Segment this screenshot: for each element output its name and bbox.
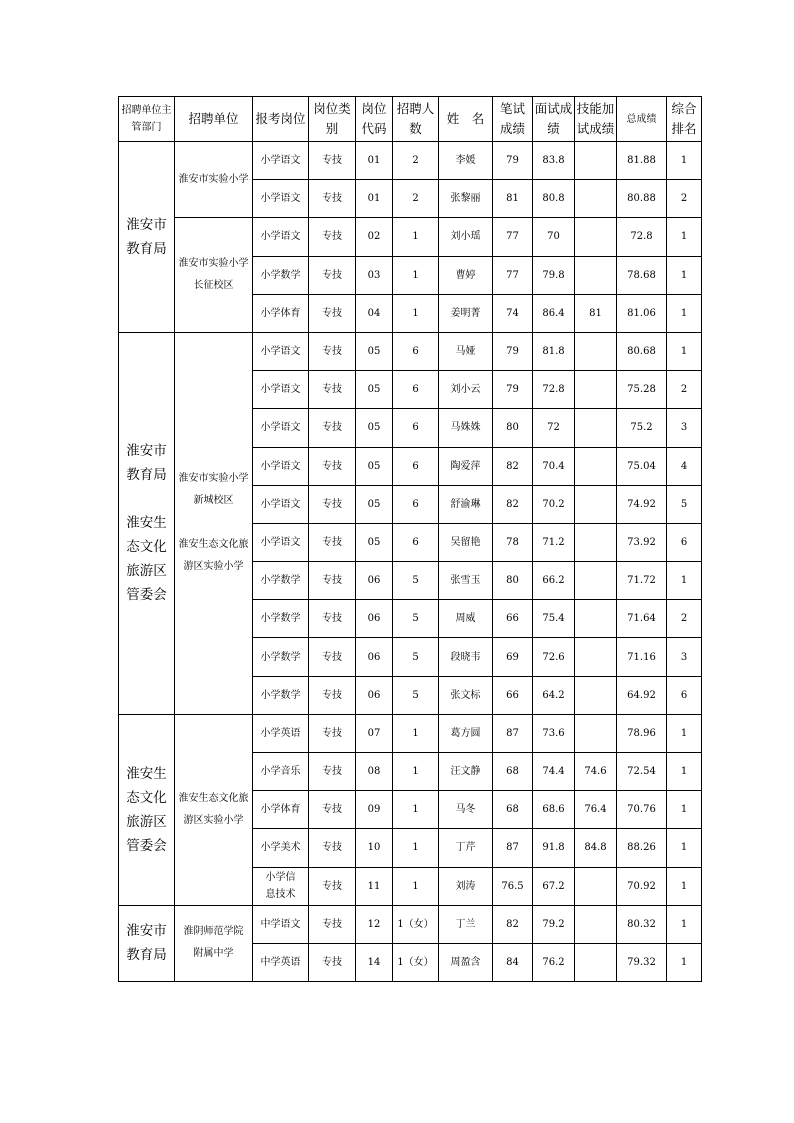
count-cell: 5 — [393, 676, 439, 714]
written-cell: 78 — [493, 523, 533, 561]
code-cell: 06 — [356, 676, 393, 714]
total-cell: 79.32 — [617, 943, 667, 981]
count-cell: 6 — [393, 523, 439, 561]
code-cell: 06 — [356, 600, 393, 638]
header-row — [119, 97, 702, 142]
name-cell: 舒渝琳 — [439, 485, 493, 523]
skill-cell — [575, 332, 617, 370]
interview-cell: 66.2 — [533, 562, 575, 600]
table-row — [119, 332, 702, 370]
table-header — [119, 97, 702, 142]
interview-cell: 74.4 — [533, 753, 575, 791]
name-cell: 周威 — [439, 600, 493, 638]
interview-cell: 72.8 — [533, 371, 575, 409]
rank-cell: 3 — [667, 409, 702, 447]
code-cell: 11 — [356, 867, 393, 905]
skill-cell — [575, 943, 617, 981]
total-cell: 70.76 — [617, 791, 667, 829]
post-cell: 小学语文 — [253, 409, 309, 447]
total-cell: 75.04 — [617, 447, 667, 485]
header-category: 岗位类别 — [309, 97, 356, 142]
skill-cell — [575, 562, 617, 600]
skill-cell — [575, 447, 617, 485]
unit-line: 附属中学 — [193, 948, 234, 960]
rank-cell: 1 — [667, 753, 702, 791]
count-cell: 5 — [393, 638, 439, 676]
name-cell: 刘涛 — [439, 867, 493, 905]
interview-cell: 75.4 — [533, 600, 575, 638]
table-row — [119, 218, 702, 256]
post-cell: 小学美术 — [253, 829, 309, 867]
category-cell: 专技 — [309, 905, 356, 943]
count-cell: 2 — [393, 142, 439, 180]
header-rank: 综合排名 — [667, 97, 702, 142]
interview-cell: 70.4 — [533, 447, 575, 485]
count-cell: 1 — [393, 829, 439, 867]
post-cell: 小学语文 — [253, 485, 309, 523]
header-interview: 面试成绩 — [533, 97, 575, 142]
interview-cell: 83.8 — [533, 142, 575, 180]
unit-line: 游区实验小学 — [183, 814, 244, 826]
unit-line: 长征校区 — [193, 280, 234, 292]
rank-cell: 2 — [667, 180, 702, 218]
post-cell: 小学语文 — [253, 332, 309, 370]
interview-cell: 71.2 — [533, 523, 575, 561]
table-row — [119, 905, 702, 943]
count-cell: 6 — [393, 485, 439, 523]
header-count: 招聘人数 — [393, 97, 439, 142]
skill-cell: 81 — [575, 294, 617, 332]
header-unit: 招聘单位 — [175, 97, 253, 142]
code-cell: 05 — [356, 371, 393, 409]
name-cell: 刘小云 — [439, 371, 493, 409]
interview-cell: 79.8 — [533, 256, 575, 294]
post-cell: 小学数学 — [253, 676, 309, 714]
skill-cell — [575, 142, 617, 180]
written-cell: 79 — [493, 332, 533, 370]
skill-cell — [575, 371, 617, 409]
unit-line: 淮安市实验小学 — [178, 173, 249, 185]
code-cell: 03 — [356, 256, 393, 294]
category-cell: 专技 — [309, 332, 356, 370]
code-cell: 12 — [356, 905, 393, 943]
skill-cell — [575, 256, 617, 294]
name-cell: 汪文静 — [439, 753, 493, 791]
name-cell: 丁芹 — [439, 829, 493, 867]
count-cell: 5 — [393, 562, 439, 600]
skill-cell — [575, 523, 617, 561]
interview-cell: 70.2 — [533, 485, 575, 523]
unit-cell — [175, 332, 253, 714]
written-cell: 84 — [493, 943, 533, 981]
written-cell: 80 — [493, 562, 533, 600]
rank-cell: 4 — [667, 447, 702, 485]
skill-cell — [575, 485, 617, 523]
unit-cell — [175, 714, 253, 905]
dept-line: 教育局 — [126, 947, 167, 964]
dept-cell — [119, 714, 175, 905]
total-cell: 72.54 — [617, 753, 667, 791]
written-cell: 77 — [493, 256, 533, 294]
dept-line: 旅游区 — [126, 813, 167, 830]
code-cell: 08 — [356, 753, 393, 791]
name-cell: 曹婷 — [439, 256, 493, 294]
category-cell: 专技 — [309, 676, 356, 714]
post-cell: 小学英语 — [253, 714, 309, 752]
dept-line: 淮安市 — [126, 443, 167, 460]
dept-line: 教育局 — [126, 240, 167, 257]
category-cell: 专技 — [309, 600, 356, 638]
table-row — [119, 714, 702, 752]
dept-line: 旅游区 — [126, 563, 167, 580]
dept-line: 管委会 — [126, 587, 167, 604]
count-cell: 1 — [393, 294, 439, 332]
category-cell: 专技 — [309, 409, 356, 447]
header-dept: 招聘单位主管部门 — [119, 97, 175, 142]
code-cell: 02 — [356, 218, 393, 256]
name-cell: 周盈含 — [439, 943, 493, 981]
skill-cell — [575, 676, 617, 714]
header-name: 姓 名 — [439, 97, 493, 142]
post-cell: 小学语文 — [253, 142, 309, 180]
interview-cell: 91.8 — [533, 829, 575, 867]
interview-cell: 81.8 — [533, 332, 575, 370]
rank-cell: 1 — [667, 829, 702, 867]
written-cell: 87 — [493, 829, 533, 867]
category-cell: 专技 — [309, 142, 356, 180]
rank-cell: 1 — [667, 867, 702, 905]
name-cell: 陶爱萍 — [439, 447, 493, 485]
total-cell: 71.64 — [617, 600, 667, 638]
rank-cell: 3 — [667, 638, 702, 676]
written-cell: 77 — [493, 218, 533, 256]
post-cell: 小学语文 — [253, 523, 309, 561]
code-cell: 01 — [356, 180, 393, 218]
total-cell: 81.88 — [617, 142, 667, 180]
post-cell: 小学数学 — [253, 600, 309, 638]
unit-line: 淮安市实验小学 — [178, 258, 249, 270]
name-cell: 吴留艳 — [439, 523, 493, 561]
interview-cell: 76.2 — [533, 943, 575, 981]
skill-cell — [575, 409, 617, 447]
total-cell: 88.26 — [617, 829, 667, 867]
category-cell: 专技 — [309, 294, 356, 332]
skill-cell — [575, 180, 617, 218]
code-cell: 05 — [356, 409, 393, 447]
header-total: 总成绩 — [617, 97, 667, 142]
rank-cell: 2 — [667, 371, 702, 409]
dept-cell — [119, 905, 175, 981]
total-cell: 78.96 — [617, 714, 667, 752]
category-cell: 专技 — [309, 523, 356, 561]
table-row — [119, 142, 702, 180]
count-cell: 1 — [393, 791, 439, 829]
unit-cell — [175, 142, 253, 218]
dept-line: 教育局 — [126, 467, 167, 484]
count-cell: 6 — [393, 409, 439, 447]
name-cell: 刘小瑶 — [439, 218, 493, 256]
rank-cell: 1 — [667, 905, 702, 943]
category-cell: 专技 — [309, 943, 356, 981]
skill-cell — [575, 905, 617, 943]
post-cell: 小学体育 — [253, 791, 309, 829]
post-cell: 小学语文 — [253, 447, 309, 485]
written-cell: 79 — [493, 142, 533, 180]
skill-cell — [575, 867, 617, 905]
unit-line: 新城校区 — [193, 495, 234, 507]
recruitment-results-table — [118, 96, 702, 982]
header-skill: 技能加试成绩 — [575, 97, 617, 142]
code-cell: 05 — [356, 523, 393, 561]
count-cell: 1 — [393, 256, 439, 294]
dept-line: 态文化 — [126, 539, 167, 556]
header-written: 笔试成绩 — [493, 97, 533, 142]
dept-line: 管委会 — [126, 837, 167, 854]
code-cell: 06 — [356, 638, 393, 676]
post-cell: 小学音乐 — [253, 753, 309, 791]
written-cell: 87 — [493, 714, 533, 752]
dept-cell — [119, 332, 175, 714]
total-cell: 80.68 — [617, 332, 667, 370]
post-cell: 小学语文 — [253, 218, 309, 256]
category-cell: 专技 — [309, 714, 356, 752]
rank-cell: 5 — [667, 485, 702, 523]
written-cell: 82 — [493, 447, 533, 485]
post-cell: 中学语文 — [253, 905, 309, 943]
total-cell: 72.8 — [617, 218, 667, 256]
category-cell: 专技 — [309, 753, 356, 791]
count-cell: 6 — [393, 332, 439, 370]
skill-cell: 76.4 — [575, 791, 617, 829]
rank-cell: 1 — [667, 791, 702, 829]
interview-cell: 67.2 — [533, 867, 575, 905]
count-cell: 1（女） — [393, 943, 439, 981]
written-cell: 81 — [493, 180, 533, 218]
unit-line: 淮阴师范学院 — [183, 926, 244, 938]
count-cell: 1 — [393, 753, 439, 791]
category-cell: 专技 — [309, 180, 356, 218]
skill-cell — [575, 600, 617, 638]
post-cell: 小学数学 — [253, 562, 309, 600]
code-cell: 14 — [356, 943, 393, 981]
interview-cell: 73.6 — [533, 714, 575, 752]
rank-cell: 1 — [667, 714, 702, 752]
total-cell: 75.28 — [617, 371, 667, 409]
written-cell: 82 — [493, 485, 533, 523]
dept-line: 淮安市 — [126, 923, 167, 940]
category-cell: 专技 — [309, 256, 356, 294]
total-cell: 70.92 — [617, 867, 667, 905]
post-cell: 小学语文 — [253, 371, 309, 409]
rank-cell: 1 — [667, 943, 702, 981]
dept-line: 淮安市 — [126, 216, 167, 233]
post-cell: 中学英语 — [253, 943, 309, 981]
name-cell: 马娅 — [439, 332, 493, 370]
count-cell: 1 — [393, 218, 439, 256]
category-cell: 专技 — [309, 791, 356, 829]
total-cell: 81.06 — [617, 294, 667, 332]
rank-cell: 1 — [667, 256, 702, 294]
name-cell: 马冬 — [439, 791, 493, 829]
rank-cell: 2 — [667, 600, 702, 638]
code-cell: 05 — [356, 447, 393, 485]
skill-cell — [575, 218, 617, 256]
interview-cell: 79.2 — [533, 905, 575, 943]
category-cell: 专技 — [309, 485, 356, 523]
code-cell: 09 — [356, 791, 393, 829]
name-cell: 马姝姝 — [439, 409, 493, 447]
unit-cell — [175, 905, 253, 981]
post-cell: 小学数学 — [253, 256, 309, 294]
unit-line: 游区实验小学 — [183, 561, 244, 573]
skill-cell — [575, 638, 617, 676]
table-body — [119, 142, 702, 982]
skill-cell: 74.6 — [575, 753, 617, 791]
rank-cell: 1 — [667, 562, 702, 600]
count-cell: 1 — [393, 867, 439, 905]
count-cell: 6 — [393, 371, 439, 409]
name-cell: 姜明菁 — [439, 294, 493, 332]
name-cell: 张文标 — [439, 676, 493, 714]
code-cell: 05 — [356, 332, 393, 370]
category-cell: 专技 — [309, 371, 356, 409]
header-post: 报考岗位 — [253, 97, 309, 142]
written-cell: 68 — [493, 753, 533, 791]
total-cell: 71.16 — [617, 638, 667, 676]
category-cell: 专技 — [309, 447, 356, 485]
written-cell: 74 — [493, 294, 533, 332]
rank-cell: 1 — [667, 294, 702, 332]
category-cell: 专技 — [309, 218, 356, 256]
header-code: 岗位代码 — [356, 97, 393, 142]
skill-cell — [575, 714, 617, 752]
name-cell: 葛方圆 — [439, 714, 493, 752]
post-line: 息技术 — [265, 889, 296, 901]
unit-line: 淮安市实验小学 — [178, 473, 249, 485]
interview-cell: 72.6 — [533, 638, 575, 676]
rank-cell: 6 — [667, 523, 702, 561]
written-cell: 79 — [493, 371, 533, 409]
code-cell: 04 — [356, 294, 393, 332]
rank-cell: 1 — [667, 142, 702, 180]
written-cell: 69 — [493, 638, 533, 676]
category-cell: 专技 — [309, 867, 356, 905]
skill-cell: 84.8 — [575, 829, 617, 867]
code-cell: 01 — [356, 142, 393, 180]
total-cell: 71.72 — [617, 562, 667, 600]
category-cell: 专技 — [309, 562, 356, 600]
dept-cell — [119, 142, 175, 333]
name-cell: 张雪玉 — [439, 562, 493, 600]
post-cell: 小学数学 — [253, 638, 309, 676]
written-cell: 66 — [493, 600, 533, 638]
total-cell: 80.88 — [617, 180, 667, 218]
dept-line: 态文化 — [126, 789, 167, 806]
post-cell — [253, 867, 309, 905]
total-cell: 73.92 — [617, 523, 667, 561]
code-cell: 10 — [356, 829, 393, 867]
code-cell: 06 — [356, 562, 393, 600]
total-cell: 75.2 — [617, 409, 667, 447]
total-cell: 64.92 — [617, 676, 667, 714]
category-cell: 专技 — [309, 638, 356, 676]
interview-cell: 68.6 — [533, 791, 575, 829]
count-cell: 2 — [393, 180, 439, 218]
unit-line: 淮安生态文化旅 — [178, 539, 249, 551]
rank-cell: 1 — [667, 218, 702, 256]
post-cell: 小学体育 — [253, 294, 309, 332]
category-cell: 专技 — [309, 829, 356, 867]
interview-cell: 86.4 — [533, 294, 575, 332]
written-cell: 68 — [493, 791, 533, 829]
unit-line: 淮安生态文化旅 — [178, 792, 249, 804]
interview-cell: 64.2 — [533, 676, 575, 714]
unit-cell — [175, 218, 253, 333]
written-cell: 80 — [493, 409, 533, 447]
total-cell: 74.92 — [617, 485, 667, 523]
post-cell: 小学语文 — [253, 180, 309, 218]
post-line: 小学信 — [265, 872, 296, 884]
name-cell: 张黎丽 — [439, 180, 493, 218]
total-cell: 78.68 — [617, 256, 667, 294]
rank-cell: 1 — [667, 332, 702, 370]
name-cell: 李媛 — [439, 142, 493, 180]
written-cell: 66 — [493, 676, 533, 714]
interview-cell: 72 — [533, 409, 575, 447]
code-cell: 05 — [356, 485, 393, 523]
count-cell: 1（女） — [393, 905, 439, 943]
name-cell: 丁兰 — [439, 905, 493, 943]
dept-line: 淮安生 — [126, 765, 167, 782]
count-cell: 1 — [393, 714, 439, 752]
interview-cell: 80.8 — [533, 180, 575, 218]
count-cell: 5 — [393, 600, 439, 638]
dept-line: 淮安生 — [126, 515, 167, 532]
rank-cell: 6 — [667, 676, 702, 714]
interview-cell: 70 — [533, 218, 575, 256]
written-cell: 76.5 — [493, 867, 533, 905]
count-cell: 6 — [393, 447, 439, 485]
name-cell: 段晓韦 — [439, 638, 493, 676]
written-cell: 82 — [493, 905, 533, 943]
total-cell: 80.32 — [617, 905, 667, 943]
code-cell: 07 — [356, 714, 393, 752]
